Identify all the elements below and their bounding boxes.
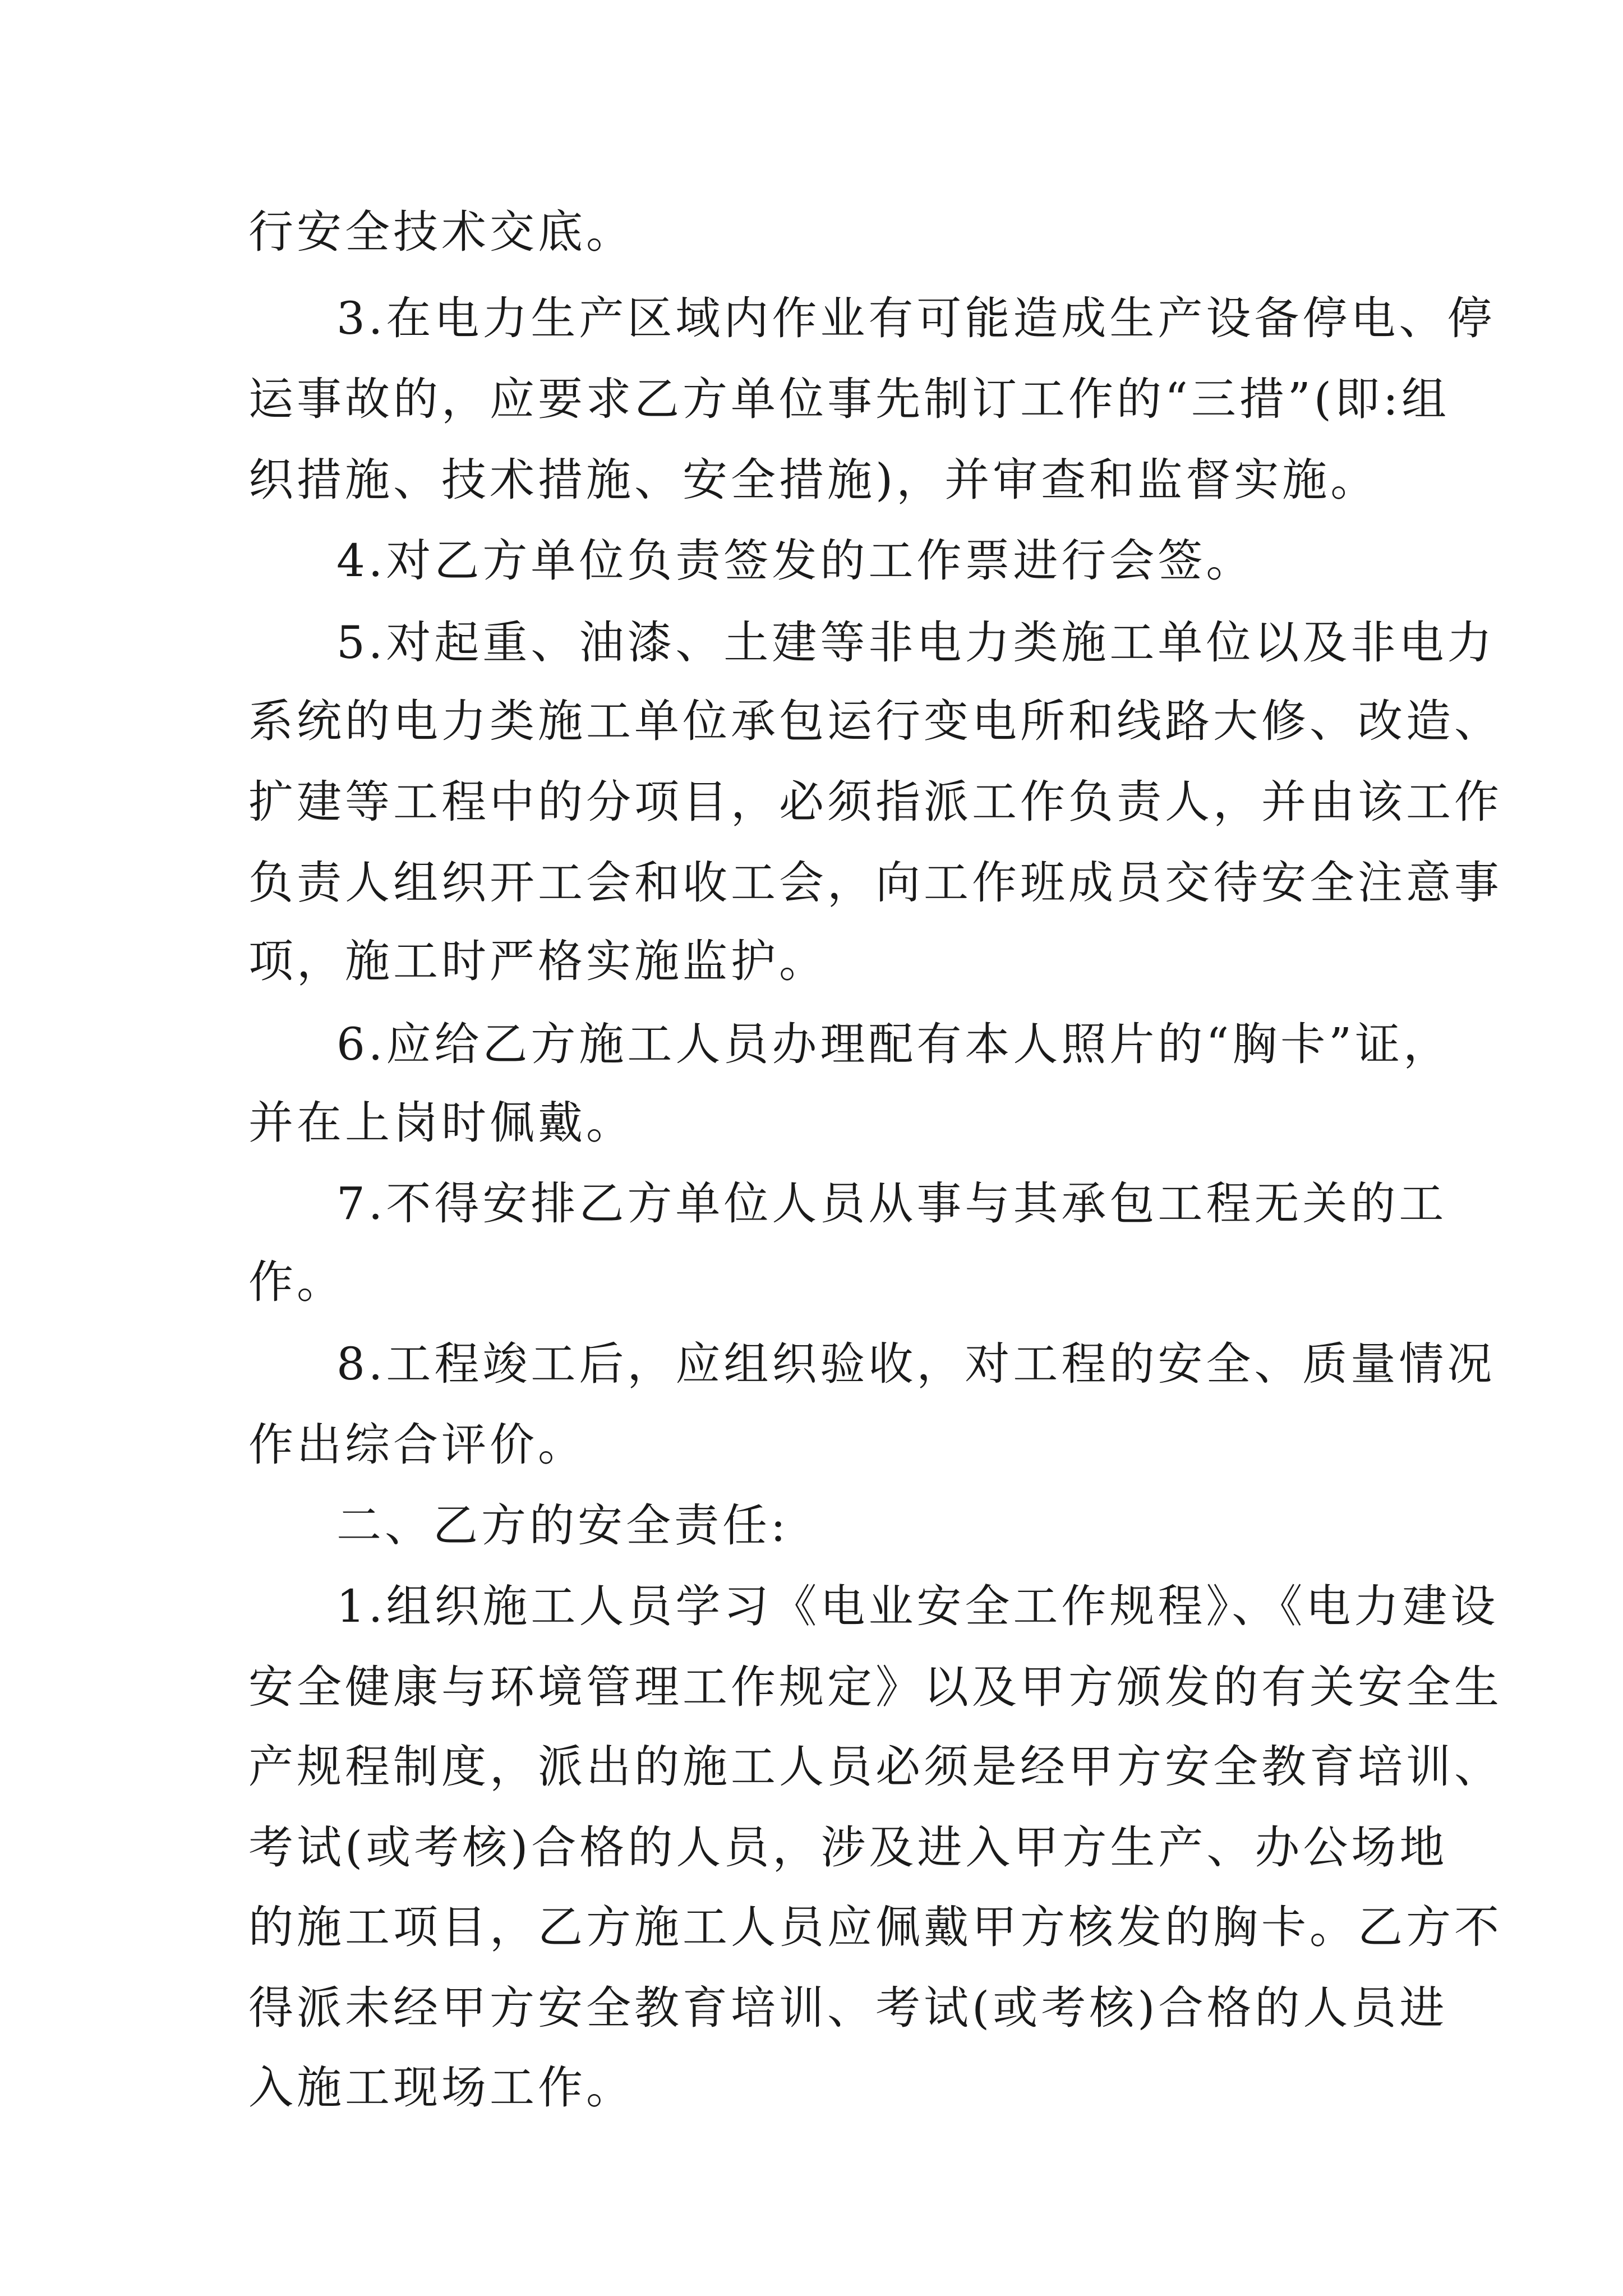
- text-line: 行安全技术交底。: [248, 206, 634, 258]
- text-line: 并在上岗时佩戴。: [248, 1097, 634, 1149]
- text-line: 7.不得安排乙方单位人员从事与其承包工程无关的工: [336, 1177, 1447, 1230]
- text-line: 得派未经甲方安全教育培训、考试(或考核)合格的人员进: [248, 1982, 1448, 2034]
- text-line: 作。: [248, 1256, 345, 1308]
- text-line: 8.工程竣工后，应组织验收，对工程的安全、质量情况: [336, 1338, 1496, 1390]
- text-line: 项，施工时严格实施监护。: [248, 935, 827, 987]
- text-line: 5.对起重、油漆、土建等非电力类施工单位以及非电力: [336, 616, 1496, 669]
- text-line: 扩建等工程中的分项目，必须指派工作负责人，并由该工作: [248, 776, 1502, 828]
- text-line: 负责人组织开工会和收工会，向工作班成员交待安全注意事: [248, 857, 1502, 909]
- text-line: 1.组织施工人员学习《电业安全工作规程》、《电力建设: [336, 1580, 1499, 1632]
- text-line: 入施工现场工作。: [248, 2062, 634, 2114]
- text-line: 考试(或考核)合格的人员，涉及进入甲方生产、办公场地: [248, 1821, 1448, 1874]
- text-line: 织措施、技术措施、安全措施)，并审查和监督实施。: [248, 454, 1379, 506]
- text-line: 的施工项目，乙方施工人员应佩戴甲方核发的胸卡。乙方不: [248, 1901, 1502, 1953]
- text-line: 产规程制度，派出的施工人员必须是经甲方安全教育培训、: [248, 1741, 1502, 1793]
- text-line: 系统的电力类施工单位承包运行变电所和线路大修、改造、: [248, 695, 1502, 747]
- text-line: 3.在电力生产区域内作业有可能造成生产设备停电、停: [336, 292, 1496, 344]
- text-line: 6.应给乙方施工人员办理配有本人照片的“胸卡”证，: [336, 1018, 1452, 1070]
- text-line: 4.对乙方单位负责签发的工作票进行会签。: [336, 535, 1255, 587]
- text-line: 安全健康与环境管理工作规定》以及甲方颁发的有关安全生: [248, 1661, 1502, 1713]
- text-line: 作出综合评价。: [248, 1419, 586, 1471]
- text-line: 运事故的，应要求乙方单位事先制订工作的“三措”(即:组: [248, 373, 1450, 425]
- section-heading: 二、乙方的安全责任:: [336, 1499, 789, 1552]
